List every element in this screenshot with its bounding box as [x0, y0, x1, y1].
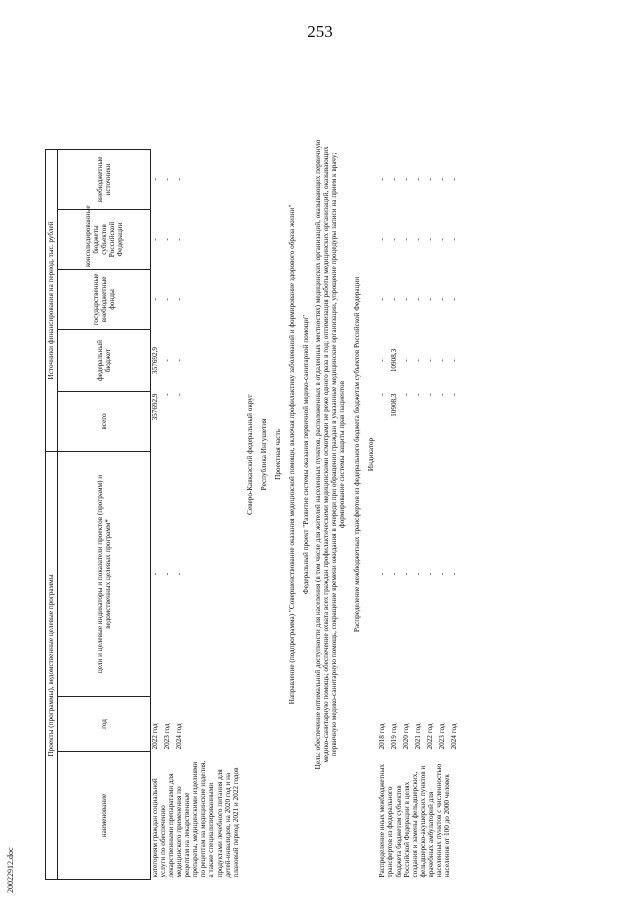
- direction-title: Направление (подпрограмма) "Совершенствование оказания медицинской помощи, включая профилактику заболеваний и формирование здорового образа жизни": [287, 204, 296, 705]
- row2-goals-item: -: [414, 572, 423, 576]
- district-title: Северо-Кавказский федеральный округ: [245, 394, 254, 515]
- row2-goals-item: -: [378, 572, 387, 576]
- row2-name-lines-item: Распределение иных межбюджетных: [378, 763, 387, 878]
- row2-goals-item: -: [426, 572, 435, 576]
- row2-years-item: 2021 год: [414, 723, 423, 750]
- col-total: всего: [58, 391, 151, 451]
- row2-federal-item: 10908,3: [390, 348, 399, 373]
- row1-total-item: -: [163, 393, 171, 396]
- row2-regional: [378, 209, 462, 269]
- row2-federal-item: -: [426, 359, 435, 362]
- row1-federal: [151, 329, 240, 391]
- row1-years-item: 2022 год: [151, 723, 159, 750]
- row1-federal-item: 357692,9: [151, 347, 159, 374]
- row1-total: [151, 391, 240, 451]
- row2-offbudget-item: -: [402, 178, 411, 181]
- row2-regional-item: -: [414, 238, 423, 241]
- row1-name-lines-item: услуги по обеспечению: [159, 805, 168, 878]
- row1-name-lines-item: категориям граждан социальной: [151, 778, 159, 878]
- row2-total-item: -: [450, 393, 459, 396]
- row2-total-item: -: [426, 393, 435, 396]
- row2-funds-item: -: [426, 298, 435, 301]
- col-year: год: [58, 697, 151, 752]
- row1-goals: [151, 451, 240, 696]
- row1-name-lines-item: продуктами лечебного питания для: [215, 769, 224, 878]
- row2-name: [378, 752, 462, 880]
- rotated-table-sheet: [45, 30, 605, 880]
- row2-funds-item: -: [438, 298, 447, 301]
- row1-goals-item: -: [151, 572, 159, 576]
- row1-name-lines-item: по рецептам на медицинские изделия,: [199, 760, 208, 878]
- row2-total-item: 10908,3: [390, 393, 399, 417]
- row1-years-item: 2024 год: [175, 723, 183, 750]
- row2-federal-item: -: [378, 359, 387, 362]
- row2-total-item: -: [378, 393, 387, 396]
- row1-name-lines-item: рецептам на лекарственные: [183, 792, 192, 878]
- row2-name-lines-item: врачебных амбулаторий для: [426, 791, 435, 878]
- row1-offbudget-item: -: [151, 178, 159, 181]
- row2-regional-item: -: [390, 238, 399, 241]
- indicator-title: Индикатор: [367, 437, 376, 472]
- col-federal: федеральный бюджет: [58, 329, 151, 391]
- row2-federal-item: -: [450, 359, 459, 362]
- row1-years-item: 2023 год: [163, 723, 171, 750]
- group-title: Проекты (программы), ведомственные целевые программы: [46, 451, 58, 879]
- section-goal-lines-item: Цель: обеспечение оптимальной доступности для населения (в том числе для жителей населенных пунктов, расположенных в отдаленных местностях) медицинских организаций, оказывающих первичную: [314, 139, 322, 770]
- row2-funds-item: -: [414, 298, 423, 301]
- row2-offbudget: [378, 149, 462, 209]
- row2-years-item: 2023 год: [438, 723, 447, 750]
- section-goal-lines-item: медико-санитарную помощь; обеспечение охвата всех граждан профилактическими медицинскими осмотрами не реже одного раза в год; оптимизация работы медицинских организаций, оказывающих: [322, 146, 331, 763]
- section-goal-lines-item: формирование системы защиты прав пациентов: [338, 380, 347, 528]
- row2-total: [378, 391, 462, 451]
- row2-regional-item: -: [378, 238, 387, 241]
- row2-offbudget-item: -: [378, 178, 387, 181]
- row1-name-lines-item: а также специализированными: [207, 782, 216, 878]
- row1-funds-item: -: [163, 298, 171, 301]
- col-funds: государственные внебюджетные фонды: [58, 269, 151, 329]
- row2-years: [378, 697, 462, 752]
- row2-name-lines-item: Российской Федерации в целях: [402, 781, 411, 878]
- distribution-title: Распределение межбюджетных трансфертов из федерального бюджета бюджетам субъектов Российской Федерации: [353, 276, 362, 633]
- row2-federal-item: -: [414, 359, 423, 362]
- row1-offbudget: [151, 149, 240, 209]
- row1-regional-item: -: [175, 238, 183, 241]
- row1-name-lines-item: медицинского применения по: [175, 786, 184, 878]
- row2-years-item: 2024 год: [450, 723, 459, 750]
- row2-funds-item: -: [402, 298, 411, 301]
- row1-total-item: 357692,9: [151, 393, 159, 421]
- row2-years-item: 2018 год: [378, 723, 387, 750]
- row2-regional-item: -: [426, 238, 435, 241]
- row2-goals: [378, 451, 462, 696]
- row2-years-item: 2019 год: [390, 723, 399, 750]
- section-goal-lines-item: первичную медико-санитарную помощь, сокращение времени ожидания в очереди при обращении граждан в указанные медицинские организации, упрощение процедуры записи на прием к врачу;: [330, 152, 339, 757]
- row1-regional: [151, 209, 240, 269]
- col-goals: цели и целевые индикаторы и показатели проектов (программ) и ведомственных целевых программ*: [58, 451, 151, 696]
- row2-federal-item: -: [402, 359, 411, 362]
- programs-table: [45, 29, 462, 880]
- row1-name: [151, 752, 240, 880]
- row2-funds-item: -: [390, 298, 399, 301]
- row2-funds-item: -: [378, 298, 387, 301]
- row2-name-lines-item: фельдшерско-акушерских пунктов и: [418, 765, 427, 878]
- row2-total-item: -: [438, 393, 447, 396]
- row2-goals-item: -: [402, 572, 411, 576]
- row1-goals-item: -: [163, 572, 171, 576]
- row1-offbudget-item: -: [175, 178, 183, 181]
- table-row: [378, 29, 462, 879]
- row1-offbudget-item: -: [163, 178, 171, 181]
- row2-goals-item: -: [438, 572, 447, 576]
- row1-federal-item: -: [163, 359, 171, 362]
- row2-offbudget-item: -: [390, 178, 399, 181]
- row2-funds-item: -: [450, 298, 459, 301]
- row1-regional-item: -: [163, 238, 171, 241]
- row2-name-lines-item: населения от 100 до 2000 человек: [442, 774, 451, 878]
- goal-text: [313, 29, 347, 879]
- row1-total-item: -: [175, 393, 183, 396]
- row2-offbudget-item: -: [414, 178, 423, 181]
- col-regional: консолидированные бюджеты субъектов Российской Федерации: [58, 209, 151, 269]
- row2-funds: [378, 269, 462, 329]
- row2-offbudget-item: -: [450, 178, 459, 181]
- funding-title: Источники финансирования на период, тыс. рублей: [46, 149, 58, 451]
- row2-name-lines-item: бюджета бюджетам субъектов: [394, 785, 403, 878]
- col-name: наименование: [58, 752, 151, 880]
- row1-goals-item: -: [175, 572, 183, 576]
- row1-name-lines-item: детей-инвалидов, на 2020 год и на: [223, 772, 232, 878]
- row1-funds-item: -: [175, 298, 183, 301]
- row2-years-item: 2020 год: [402, 723, 411, 750]
- table-row: [151, 29, 240, 879]
- region-title: Республика Ингушетия: [259, 418, 268, 491]
- row2-goals-item: -: [390, 572, 399, 576]
- row2-federal: [378, 329, 462, 391]
- footer-filename: 20022912.doc: [6, 847, 15, 893]
- col-offbudget: внебюджетные источники: [58, 149, 151, 209]
- row2-years-item: 2022 год: [426, 723, 435, 750]
- row1-funds-item: -: [151, 298, 159, 301]
- row2-name-lines-item: населенных пунктов с численностью: [434, 763, 443, 878]
- header-row-groups: [46, 29, 58, 879]
- row2-offbudget-item: -: [438, 178, 447, 181]
- row2-total-item: -: [402, 393, 411, 396]
- row1-regional-item: -: [151, 238, 159, 241]
- row2-regional-item: -: [450, 238, 459, 241]
- row2-name-lines-item: трансфертов из федерального: [386, 786, 395, 878]
- row1-name-lines-item: препараты, медицинскими изделиями: [191, 761, 200, 878]
- part-title: Проектная часть: [273, 429, 282, 480]
- row2-regional-item: -: [402, 238, 411, 241]
- row1-federal-item: -: [175, 359, 183, 362]
- page-number: 253: [307, 22, 333, 41]
- row2-federal-item: -: [438, 359, 447, 362]
- row2-goals-item: -: [450, 572, 459, 576]
- row2-regional-item: -: [438, 238, 447, 241]
- row1-funds: [151, 269, 240, 329]
- row1-name-lines-item: плановый период 2021 и 2022 годов: [231, 767, 240, 878]
- project-title: Федеральный проект "Развитие системы оказания первичной медико-санитарной помощи": [301, 314, 310, 594]
- row1-name-lines-item: лекарственными препаратами для: [167, 773, 176, 878]
- header-row-columns: [58, 29, 151, 879]
- row2-offbudget-item: -: [426, 178, 435, 181]
- row2-name-lines-item: создания и замены фельдшерских,: [410, 771, 419, 878]
- row2-total-item: -: [414, 393, 423, 396]
- row1-years: [151, 697, 240, 752]
